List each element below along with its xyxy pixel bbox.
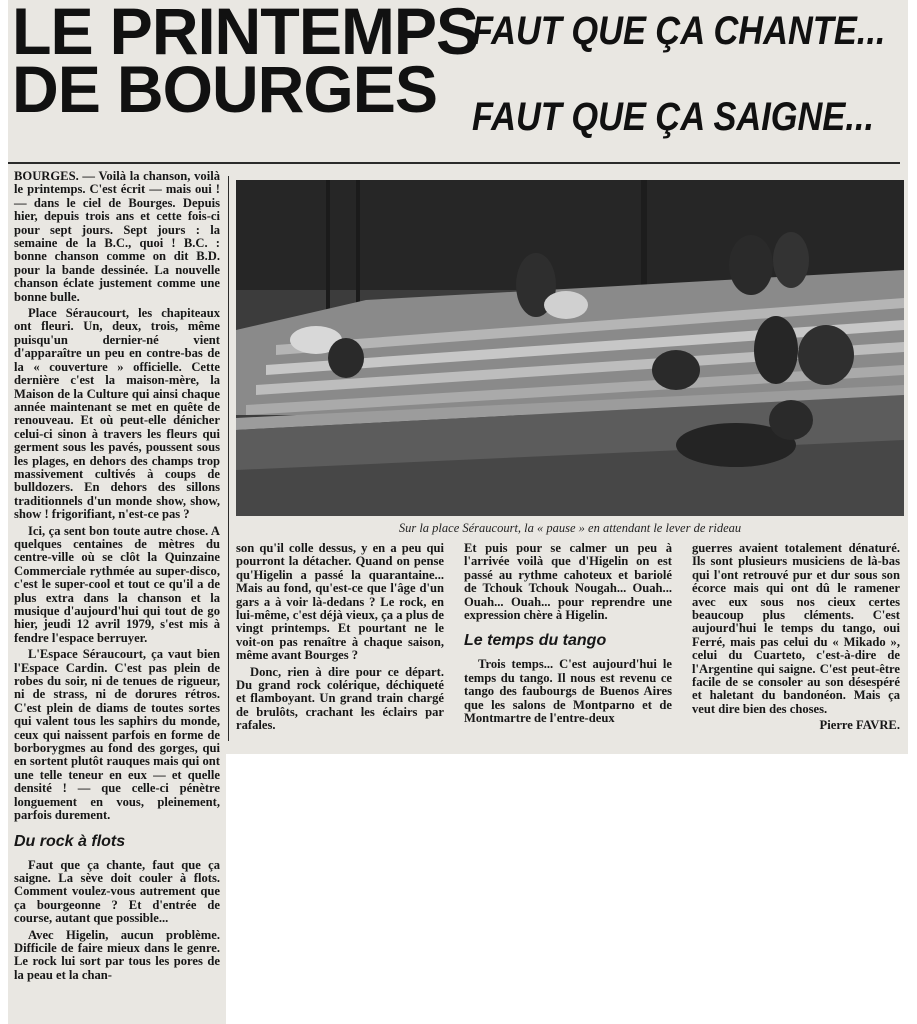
photo-icon (236, 180, 904, 516)
paragraph-text: — Voilà la chanson, voilà le printemps. C'est écrit — mais oui ! — dans le ciel de Bourges. Depuis hier, depuis trois ans et cette fois-ci pour sept jours. Sept jours : la semaine de la B.C., quoi ! B.C. : bonne chanson comme on dit B.D. pour la bande dessinée. La nouvelle chanson éclate justement comme une bonne bulle. (14, 169, 220, 304)
paragraph: Ici, ça sent bon toute autre chose. A quelques centaines de mètres du centre-ville où se clôt la Quinzaine Commerciale rythmée au super-disco, c'est le super-cool et tout ce qu'il a de plus extra dans la chanson et la musique d'aujourd'hui qui tout de go hier, jeudi 12 avril 1979, s'est mis à fendre l'espace berruyer. (14, 523, 220, 645)
paragraph: Trois temps... C'est aujourd'hui le temps du tango. Il nous est revenu ce tango des faubourgs de Buenos Aires que les salons de Montparno et de Montmartre de l'entre-deux (464, 657, 672, 726)
header-rule (8, 162, 900, 164)
paragraph: Donc, rien à dire pour ce départ. Du grand rock colérique, déchiqueté et flamboyant. Un grand train chargé de brulôts, crachant les éclairs par rafales. (236, 664, 444, 733)
paragraph: L'Espace Séraucourt, ça vaut bien l'Espace Cardin. C'est pas plein de robes du soir, ni de tenues de rigueur, ni de strass, ni de dorures rétros. C'est plein de diams de toutes sortes qui valent tous les saphirs du monde, ceux qui naissent parfois en forme de borborygmes au fond des gorges, qui en sortent plutôt rauques mais qui ont une telle teneur en eux — et quelle densité ! — que celle-ci pénètre longuement en vous, pleinement, parfois durement. (14, 647, 220, 823)
headline-line-1: LE PRINTEMPS (12, 0, 479, 68)
column-4 (692, 542, 900, 736)
subhead-line-2: FAUT QUE ÇA SAIGNE... (472, 95, 875, 139)
headline (12, 0, 479, 126)
paragraph: Faut que ça chante, faut que ça saigne. La sève doit couler à flots. Comment voulez-vous autrement que ça bourgeonne ? Et d'entrée de course, autant que possible... (14, 857, 220, 926)
paragraph: guerres avaient totalement dénaturé. Ils sont plusieurs musiciens de là-bas qui l'ont retrouvé pur et dur sous son écorce mais qui ont dû le ramener avec eux sous nos cieux certes beaucoup plus cléments. C'est aujourd'hui le temps du tango, oui Ferré, mais pas celui du « Mikado », celui du Cuarteto, c'est-à-dire de l'Argentine qui saigne. C'est peut-être facile de se consoler au son désespéré et haletant du bandonéon. Mais ça veut dire bien des choses. (692, 541, 900, 716)
column-3 (464, 542, 672, 728)
paragraph: Et puis pour se calmer un peu à l'arrivée voilà que d'Higelin on est passé au rythme cahoteux et bariolé de Tchouk Tchouk Nougah... Ouah... Ouah... Ouah... pour reprendre une expression chère à Higelin. (464, 541, 672, 623)
paragraph (14, 170, 220, 304)
dateline: BOURGES. (14, 169, 79, 183)
headline-line-2: DE BOURGES (12, 52, 438, 126)
paragraph: Place Séraucourt, les chapiteaux ont fleuri. Un, deux, trois, même puisqu'un dernier-né vient d'apparaître un peu en contre-bas de la « couverture » officielle. Cette dernière c'est la maison-mère, la Maison de la Culture qui ainsi chaque année maintenant se met en quête de renouveau. Et où peut-elle dénicher celui-ci sinon à travers les fleurs qui germent sous les pavés, poussent sous les plages, en dehors des champs trop massivement cultivés à coups de bulldozers. En dehors des sillons traditionnels d'un monde show, show, show ! frigorifiant, n'est-ce pas ? (14, 306, 220, 522)
paragraph: Avec Higelin, aucun problème. Difficile de faire mieux dans le genre. Le rock lui sort par tous les pores de la peau et la chan- (14, 927, 220, 982)
subhead-line-1: FAUT QUE ÇA CHANTE... (472, 9, 886, 53)
column-1 (14, 170, 220, 985)
column-rule (228, 176, 229, 741)
column-2 (236, 542, 444, 736)
signature: Pierre FAVRE. (819, 718, 900, 733)
subheading-rock: Du rock à flots (14, 832, 126, 850)
photo (236, 180, 904, 516)
subheading-tango: Le temps du tango (464, 632, 607, 650)
paragraph: son qu'il colle dessus, y en a peu qui pourront la détacher. Quand on pense qu'Higelin a passé la quarantaine... Mais au fond, qu'est-ce que l'âge d'un gars a à voir là-dedans ? Le rock, en lui-même, c'est déjà vieux, ça a plus de vingt printemps. Et pourtant ne le voit-on pas renaître à chaque saison, même avant Bourges ? (236, 541, 444, 663)
photo-caption: Sur la place Séraucourt, la « pause » en attendant le lever de rideau (398, 521, 742, 535)
